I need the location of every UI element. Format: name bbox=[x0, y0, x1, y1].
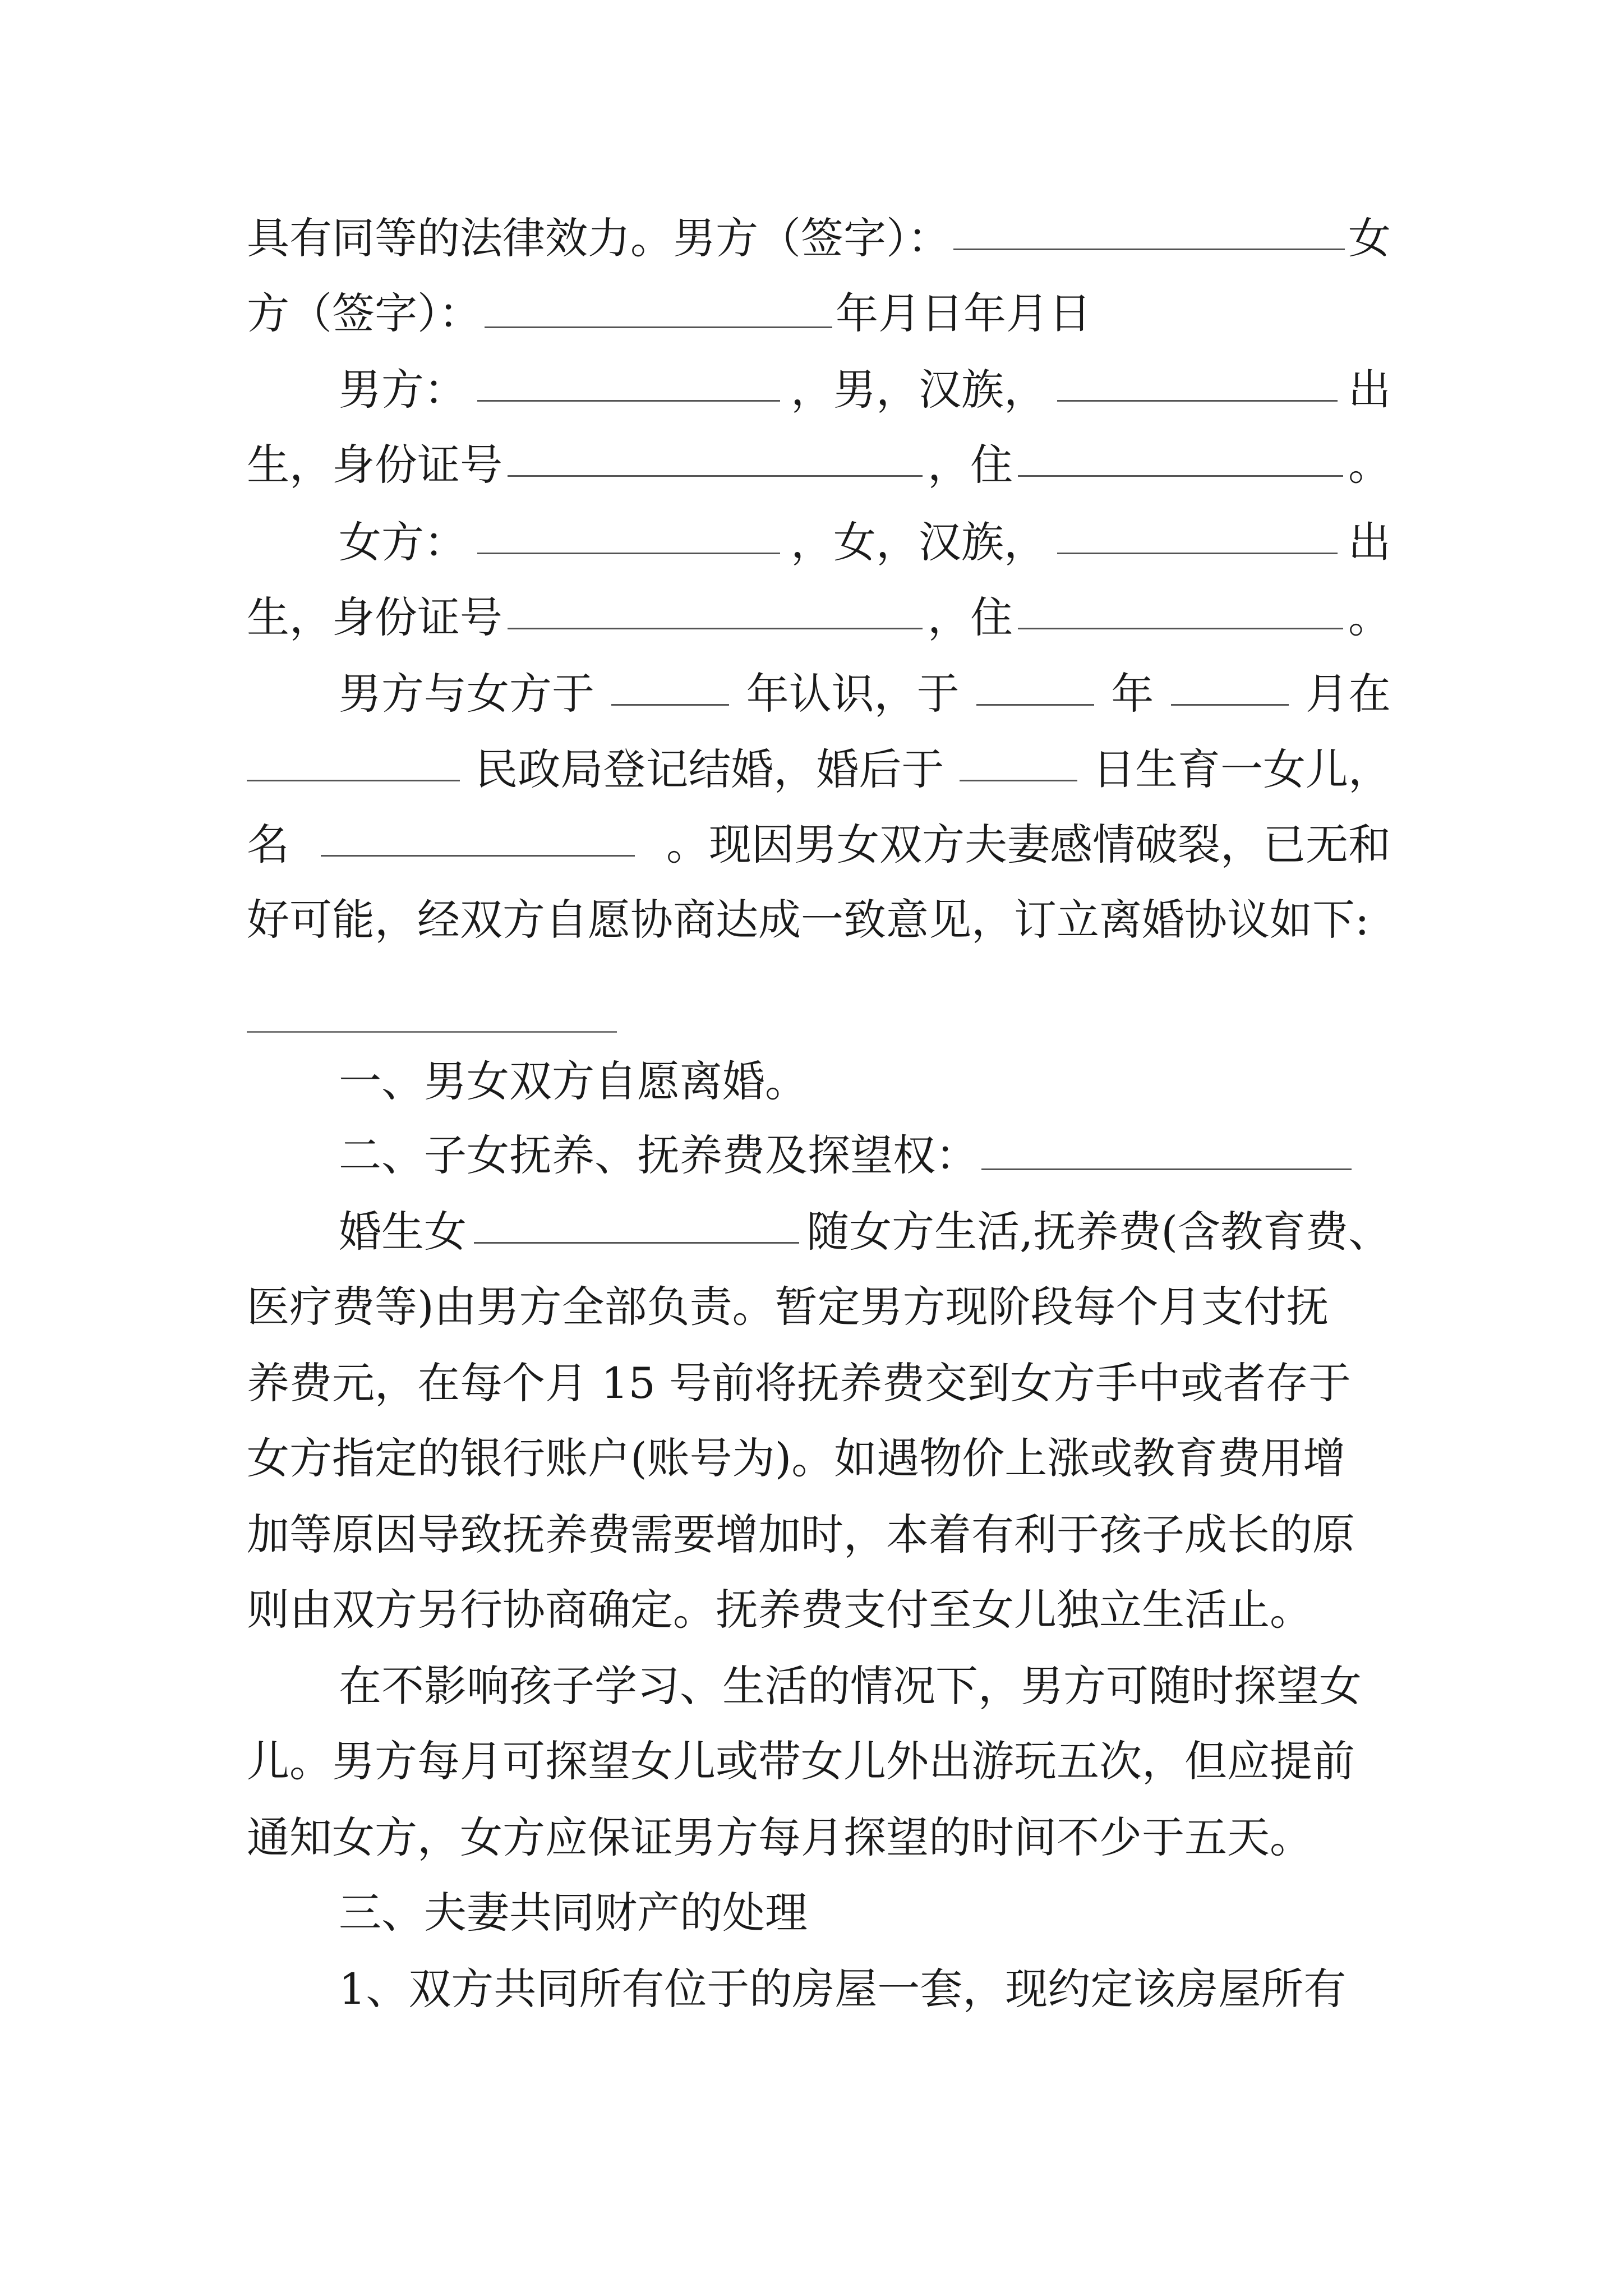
clause-2-heading bbox=[339, 1128, 1483, 1184]
text: 一、男女双方自愿离婚。 bbox=[339, 1056, 808, 1106]
meet-year-blank bbox=[611, 666, 729, 706]
text: 通知女方，女方应保证男方每月探望的时间不少于五天。 bbox=[247, 1812, 1312, 1862]
male-info-line bbox=[247, 362, 1391, 418]
text: 。 bbox=[1348, 592, 1391, 642]
text: 加等原因导致抚养费需要增加时，本着有利于孩子成长的原 bbox=[247, 1510, 1355, 1559]
text: 医疗费等)由男方全部负责。暂定男方现阶段每个月支付抚 bbox=[247, 1282, 1329, 1332]
text: 养费元，在每个月 15 号前将抚养费交到女方手中或者存于 bbox=[247, 1358, 1352, 1408]
text: 方（签字）： bbox=[247, 288, 481, 338]
text: ，住 bbox=[928, 592, 1013, 642]
visit-line-3 bbox=[247, 1810, 1391, 1866]
female-address-blank bbox=[1018, 590, 1343, 629]
female-info-line bbox=[247, 514, 1391, 570]
divider-line bbox=[247, 1031, 617, 1033]
text: 在不影响孩子学习、生活的情况下，男方可随时探望女 bbox=[339, 1661, 1362, 1711]
text: 儿。男方每月可探望女儿或带女儿外出游玩五次，但应提前 bbox=[247, 1736, 1355, 1786]
text: 出 bbox=[1348, 365, 1391, 415]
text: 婚生女 bbox=[339, 1207, 467, 1257]
male-id-blank bbox=[508, 437, 923, 477]
text: 1、双方共同所有位于的房屋一套，现约定该房屋所有 bbox=[339, 1964, 1347, 2014]
support-line-1 bbox=[247, 1279, 1391, 1335]
text: 月在 bbox=[1305, 669, 1391, 719]
male-name-blank bbox=[477, 362, 780, 402]
marriage-line-3 bbox=[247, 817, 1391, 873]
support-line-2 bbox=[247, 1355, 1391, 1411]
male-address-blank bbox=[1018, 437, 1343, 477]
visit-line-2 bbox=[247, 1733, 1391, 1789]
female-id-line bbox=[247, 590, 1391, 646]
bureau-blank bbox=[247, 742, 460, 781]
text: ，住 bbox=[928, 440, 1013, 490]
marry-month-blank bbox=[1171, 666, 1289, 706]
male-signature-blank bbox=[953, 210, 1345, 250]
text: 好可能，经双方自愿协商达成一致意见，订立离婚协议如下: bbox=[247, 895, 1370, 945]
text: 具有同等的法律效力。男方（签字）： bbox=[247, 213, 950, 263]
marriage-line-4 bbox=[247, 892, 1391, 948]
text: ，女，汉族， bbox=[791, 517, 1046, 567]
text: ，男，汉族， bbox=[791, 365, 1046, 415]
text: 名 bbox=[247, 820, 289, 869]
text: 生，身份证号 bbox=[247, 440, 502, 490]
text: 出 bbox=[1348, 517, 1391, 567]
text: 则由双方另行协商确定。抚养费支付至女儿独立生活止。 bbox=[247, 1585, 1312, 1635]
marry-year-blank bbox=[976, 666, 1094, 706]
clause-1 bbox=[339, 1053, 1483, 1110]
text: 日生育一女儿， bbox=[1092, 744, 1391, 794]
text: 二、子女抚养、抚养费及探望权： bbox=[339, 1130, 978, 1180]
text: 男方： bbox=[339, 365, 467, 415]
support-line-4 bbox=[247, 1507, 1391, 1563]
birth-day-blank bbox=[960, 742, 1077, 781]
support-line-5 bbox=[247, 1582, 1391, 1638]
text: 年月日年月日 bbox=[836, 288, 1091, 338]
female-birth-blank bbox=[1057, 514, 1338, 554]
male-birth-blank bbox=[1057, 362, 1338, 402]
text: 年 bbox=[1111, 669, 1154, 719]
male-id-line bbox=[247, 437, 1391, 493]
clause-3-heading bbox=[339, 1885, 1483, 1941]
custody-line bbox=[247, 1204, 1391, 1260]
daughter-name-blank bbox=[321, 817, 635, 857]
female-name-blank bbox=[477, 514, 780, 554]
female-signature-blank bbox=[485, 288, 832, 328]
text: 女方： bbox=[339, 517, 467, 567]
visit-line-1 bbox=[339, 1658, 1483, 1714]
property-line-1 bbox=[339, 1961, 1483, 2017]
text: 。 bbox=[1348, 440, 1391, 490]
clause-2-blank bbox=[981, 1130, 1352, 1170]
text: 。现因男女双方夫妻感情破裂，已无和 bbox=[666, 820, 1391, 869]
text: 民政局登记结婚，婚后于 bbox=[475, 744, 944, 794]
text: 三、夫妻共同财产的处理 bbox=[339, 1888, 808, 1938]
text: 女方指定的银行账户(账号为)。如遇物价上涨或教育费用增 bbox=[247, 1433, 1346, 1483]
support-line-3 bbox=[247, 1430, 1391, 1487]
text: 男方与女方于 bbox=[339, 669, 594, 719]
text: 女 bbox=[1348, 213, 1391, 263]
signature-line-1 bbox=[247, 210, 1391, 266]
marriage-line-1 bbox=[247, 666, 1391, 722]
daughter-blank bbox=[474, 1204, 799, 1244]
signature-line-2 bbox=[247, 286, 1391, 342]
text: 生，身份证号 bbox=[247, 592, 502, 642]
text: 年认识，于 bbox=[746, 669, 960, 719]
female-id-blank bbox=[508, 590, 923, 629]
text: 随女方生活,抚养费(含教育费、 bbox=[806, 1207, 1391, 1257]
marriage-line-2 bbox=[247, 742, 1391, 798]
